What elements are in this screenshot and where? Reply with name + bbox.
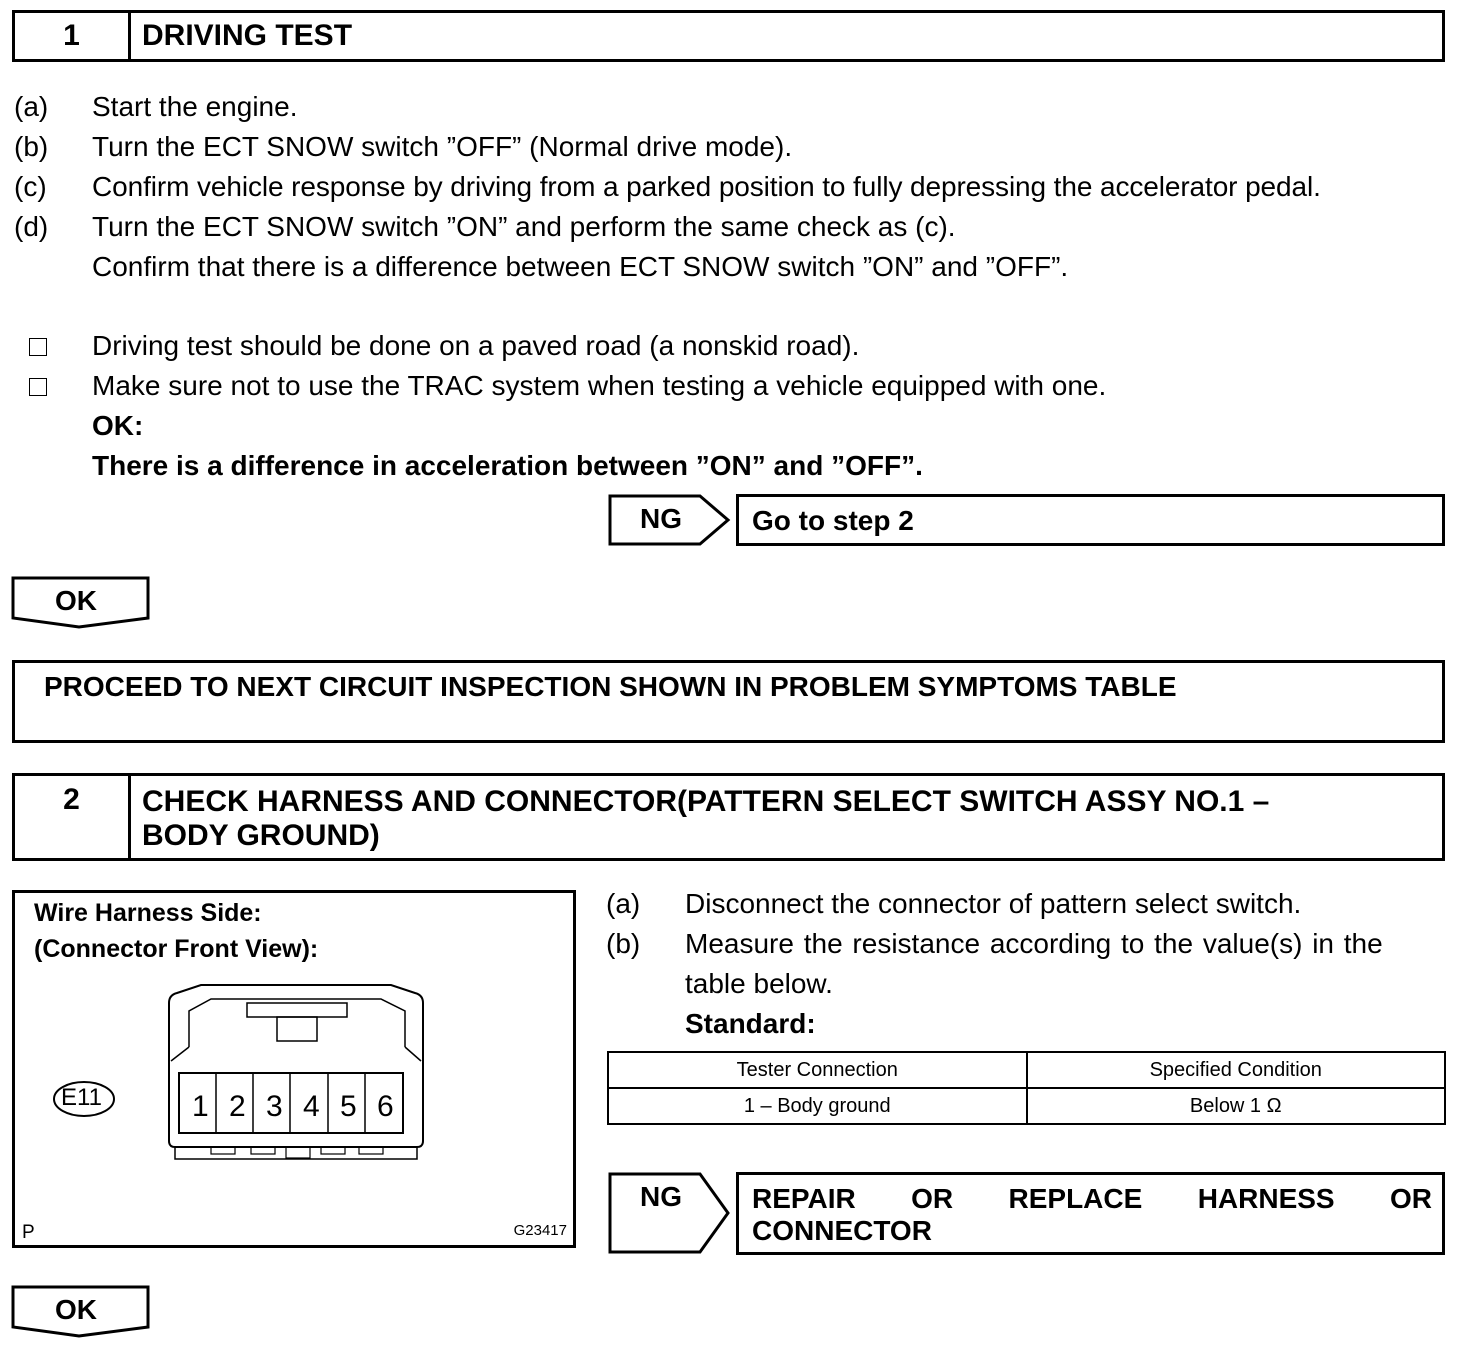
table-header-specified-condition: Specified Condition	[1027, 1052, 1446, 1088]
step2-item-b-continuation: table below.	[685, 968, 833, 999]
table-row	[608, 1088, 1445, 1124]
connector-id: E11	[61, 1084, 102, 1111]
step2-ng-label: NG	[640, 1181, 682, 1212]
table-cell-tester-connection: 1 – Body ground	[608, 1088, 1027, 1124]
step1-title: DRIVING TEST	[142, 19, 353, 52]
step2-item-a-text: Disconnect the connector of pattern select switch.	[685, 888, 1302, 919]
step1-header	[12, 10, 1445, 62]
step2-ng-action-line1	[752, 1183, 1432, 1215]
step1-note-2: Make sure not to use the TRAC system when testing a vehicle equipped with one.	[92, 370, 1107, 401]
figure-caption-line2: (Connector Front View):	[34, 935, 319, 963]
step1-ok-button-label: OK	[55, 585, 97, 616]
connector-drawing-icon	[161, 981, 431, 1166]
step2-standard-label: Standard:	[685, 1008, 816, 1039]
step2-title-line1: CHECK HARNESS AND CONNECTOR(PATTERN SELECT SWITCH ASSY NO.1 –	[142, 785, 1270, 818]
step1-item-a-label: (a)	[14, 91, 49, 122]
step2-ng-word-1: REPAIR	[752, 1183, 856, 1214]
step2-number: 2	[15, 776, 131, 858]
step2-item-b-label: (b)	[606, 928, 641, 959]
step1-ok-text: There is a difference in acceleration between ”ON” and ”OFF”.	[92, 450, 923, 481]
connector-figure	[12, 890, 576, 1248]
step2-ng-word-4: HARNESS	[1197, 1183, 1335, 1214]
step2-item-b-text: Measure the resistance according to the value(s) in the	[685, 928, 1383, 959]
connector-pin-4: 4	[303, 1090, 320, 1123]
connector-pin-2: 2	[229, 1090, 246, 1123]
note1-checkbox-icon	[29, 338, 47, 356]
step1-item-c-text: Confirm vehicle response by driving from a parked position to fully depressing the accelerator pedal.	[92, 171, 1321, 202]
step1-item-c-label: (c)	[14, 171, 47, 202]
step1-number: 1	[15, 13, 131, 59]
step1-item-d-label: (d)	[14, 211, 49, 242]
step1-note-1: Driving test should be done on a paved road (a nonskid road).	[92, 330, 860, 361]
connector-pin-1: 1	[192, 1090, 209, 1123]
standard-table-header-row	[608, 1052, 1445, 1088]
connector-pin-3: 3	[266, 1090, 283, 1123]
step1-item-b-label: (b)	[14, 131, 49, 162]
step2-header	[12, 773, 1445, 861]
step1-item-b-text: Turn the ECT SNOW switch ”OFF” (Normal drive mode).	[92, 131, 793, 162]
proceed-text: PROCEED TO NEXT CIRCUIT INSPECTION SHOWN IN PROBLEM SYMPTOMS TABLE	[44, 671, 1177, 702]
step2-title-line2: BODY GROUND)	[142, 819, 380, 852]
figure-corner-label: P	[22, 1222, 35, 1243]
standard-table	[607, 1051, 1446, 1125]
step2-ng-action-line2: CONNECTOR	[752, 1215, 932, 1246]
figure-code: G23417	[513, 1222, 567, 1239]
step1-item-d-continuation: Confirm that there is a difference between ECT SNOW switch ”ON” and ”OFF”.	[92, 251, 1069, 282]
step1-item-a-text: Start the engine.	[92, 91, 298, 122]
figure-caption-line1: Wire Harness Side:	[34, 899, 262, 927]
step2-ng-action-box	[736, 1172, 1445, 1255]
connector-pin-6: 6	[377, 1090, 394, 1123]
step1-item-d-text: Turn the ECT SNOW switch ”ON” and perform the same check as (c).	[92, 211, 956, 242]
step2-ok-button-label: OK	[55, 1294, 97, 1325]
step1-ok-label: OK:	[92, 410, 144, 441]
step2-ng-word-3: REPLACE	[1008, 1183, 1143, 1214]
note2-checkbox-icon	[29, 378, 47, 396]
step1-ng-action-box	[736, 494, 1445, 546]
step2-item-a-label: (a)	[606, 888, 641, 919]
step2-ng-word-5: OR	[1390, 1183, 1432, 1214]
step1-ng-action: Go to step 2	[752, 505, 914, 536]
connector-pin-5: 5	[340, 1090, 357, 1123]
proceed-box	[12, 660, 1445, 743]
table-cell-specified-condition: Below 1 Ω	[1027, 1088, 1446, 1124]
table-header-tester-connection: Tester Connection	[608, 1052, 1027, 1088]
step2-ng-word-2: OR	[911, 1183, 954, 1214]
step1-ng-label: NG	[640, 503, 682, 534]
